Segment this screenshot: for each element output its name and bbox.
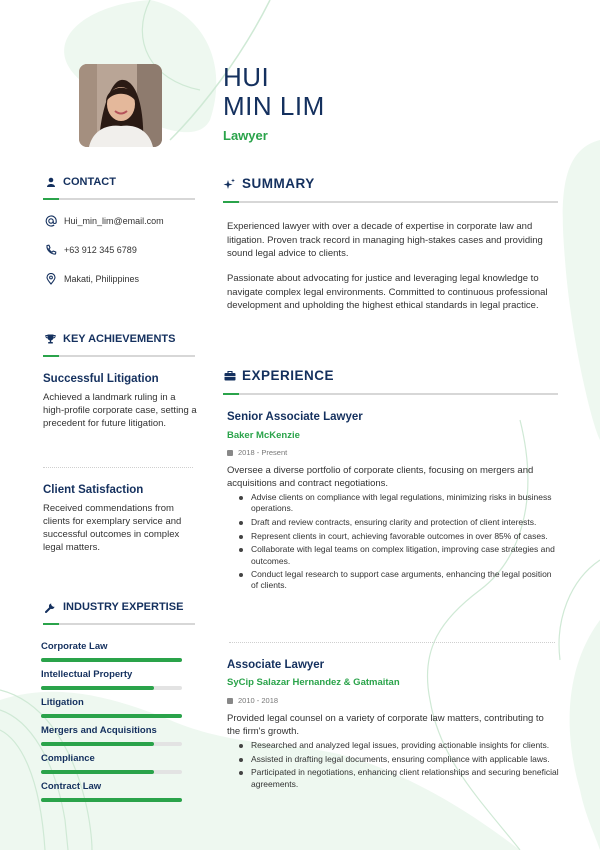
- summary-heading: [223, 176, 315, 191]
- contact-location: Makati, Philippines: [64, 274, 140, 284]
- expertise-level-fill: [41, 686, 154, 690]
- job-company: Baker McKenzie: [227, 430, 300, 441]
- expertise-item: [41, 781, 182, 802]
- job-position: Associate Lawyer: [227, 659, 325, 671]
- expertise-level-fill: [41, 714, 182, 718]
- job-bullet: Participated in negotiations, enhancing client relationships and securing beneficial agreements.: [239, 767, 559, 789]
- contact-phone-row[interactable]: [44, 244, 137, 256]
- name-first: HUI: [223, 62, 270, 92]
- trophy-icon: [44, 334, 57, 344]
- achievements-divider: [43, 355, 195, 357]
- job-bullet: Assisted in drafting legal documents, ensuring compliance with applicable laws.: [239, 754, 559, 765]
- expertise-label: Mergers and Acquisitions: [41, 725, 157, 736]
- calendar-icon: [227, 450, 233, 456]
- achievements-heading: [44, 333, 175, 345]
- achievement-title: Client Satisfaction: [43, 484, 144, 496]
- job-dates: [227, 448, 287, 457]
- job-bullet: Researched and analyzed legal issues, providing actionable insights for clients.: [239, 740, 559, 751]
- expertise-label: Corporate Law: [41, 641, 108, 652]
- job-bullets: [239, 740, 559, 792]
- briefcase-icon: [223, 370, 236, 381]
- job-title-headline: Lawyer: [223, 128, 268, 143]
- contact-phone[interactable]: +63 912 345 6789: [64, 245, 137, 255]
- calendar-icon: [227, 698, 233, 704]
- summary-divider: [223, 201, 558, 203]
- expertise-level-bar: [41, 798, 182, 802]
- expertise-heading-label: INDUSTRY EXPERTISE: [63, 601, 184, 613]
- at-sign-icon: [44, 215, 57, 227]
- expertise-heading: [44, 601, 183, 613]
- job-bullet: Conduct legal research to support case arguments, enhancing the legal position of clients.: [239, 569, 559, 591]
- summary-heading-label: SUMMARY: [242, 176, 315, 191]
- job-bullet: Advise clients on compliance with legal regulations, minimizing risks in business operations.: [239, 492, 559, 514]
- contact-location-row: [44, 273, 139, 285]
- sparkle-icon: [223, 178, 236, 190]
- expertise-label: Intellectual Property: [41, 669, 133, 680]
- portrait-image: [79, 64, 162, 147]
- wrench-icon: [44, 602, 57, 613]
- phone-icon: [44, 244, 57, 256]
- achievement-title: Successful Litigation: [43, 373, 159, 385]
- job-company: SyCip Salazar Hernandez & Gatmaitan: [227, 677, 400, 688]
- expertise-divider: [43, 623, 195, 625]
- experience-heading: [223, 368, 334, 383]
- expertise-item: [41, 669, 182, 690]
- expertise-level-fill: [41, 770, 154, 774]
- contact-email-row[interactable]: [44, 215, 164, 227]
- expertise-level-bar: [41, 658, 182, 662]
- profile-photo: [79, 64, 162, 147]
- map-pin-icon: [44, 273, 57, 285]
- expertise-level-bar: [41, 742, 182, 746]
- job-description: Provided legal counsel on a variety of corporate law matters, contributing to the firm's growth.: [227, 713, 544, 737]
- expertise-item: [41, 641, 182, 662]
- job-bullet: Represent clients in court, achieving favorable outcomes in over 85% of cases.: [239, 531, 559, 542]
- expertise-level-bar: [41, 714, 182, 718]
- expertise-level-bar: [41, 770, 182, 774]
- achievements-heading-label: KEY ACHIEVEMENTS: [63, 333, 176, 345]
- job-description: Oversee a diverse portfolio of corporate clients, focusing on mergers and acquisitions and contract negotiations.: [227, 465, 534, 489]
- job-dates-label: 2018 - Present: [238, 448, 288, 457]
- achievement-text: Achieved a landmark ruling in a high-profile corporate case, setting a precedent for future litigation.: [43, 392, 197, 429]
- candidate-name: [223, 63, 325, 121]
- experience-separator: [229, 642, 555, 643]
- job-bullet: Draft and review contracts, ensuring clarity and protection of client interests.: [239, 517, 559, 528]
- experience-heading-label: EXPERIENCE: [242, 368, 335, 383]
- expertise-label: Litigation: [41, 697, 84, 708]
- name-last: MIN LIM: [223, 91, 325, 121]
- expertise-label: Compliance: [41, 753, 95, 764]
- job-bullets: [239, 492, 559, 594]
- expertise-level-fill: [41, 742, 154, 746]
- summary-paragraph: Passionate about advocating for justice and leveraging legal knowledge to navigate complex legal environments. Committed to continuous professional development and upholding the highest ethical standards in legal practice.: [227, 273, 548, 311]
- job-dates-label: 2010 - 2018: [238, 696, 279, 705]
- expertise-item: [41, 725, 182, 746]
- expertise-level-bar: [41, 686, 182, 690]
- expertise-item: [41, 753, 182, 774]
- summary-paragraph: Experienced lawyer with over a decade of expertise in corporate law and litigation. Proven track record in managing high-stakes cases and providing sound legal advice to clients.: [227, 221, 543, 259]
- expertise-level-fill: [41, 658, 182, 662]
- expertise-level-fill: [41, 798, 182, 802]
- user-icon: [44, 177, 57, 187]
- contact-heading-label: CONTACT: [63, 176, 116, 188]
- contact-email[interactable]: Hui_min_lim@email.com: [64, 216, 164, 226]
- contact-divider: [43, 198, 195, 200]
- achievement-text: Received commendations from clients for exemplary service and successful outcomes in complex legal matters.: [43, 503, 182, 553]
- job-position: Senior Associate Lawyer: [227, 411, 363, 423]
- expertise-item: [41, 697, 182, 718]
- contact-heading: [44, 176, 116, 188]
- expertise-label: Contract Law: [41, 781, 102, 792]
- achievement-separator: [43, 467, 193, 468]
- job-bullet: Collaborate with legal teams on complex litigation, improving case strategies and outcomes.: [239, 544, 559, 566]
- job-dates: [227, 696, 278, 705]
- experience-divider: [223, 393, 558, 395]
